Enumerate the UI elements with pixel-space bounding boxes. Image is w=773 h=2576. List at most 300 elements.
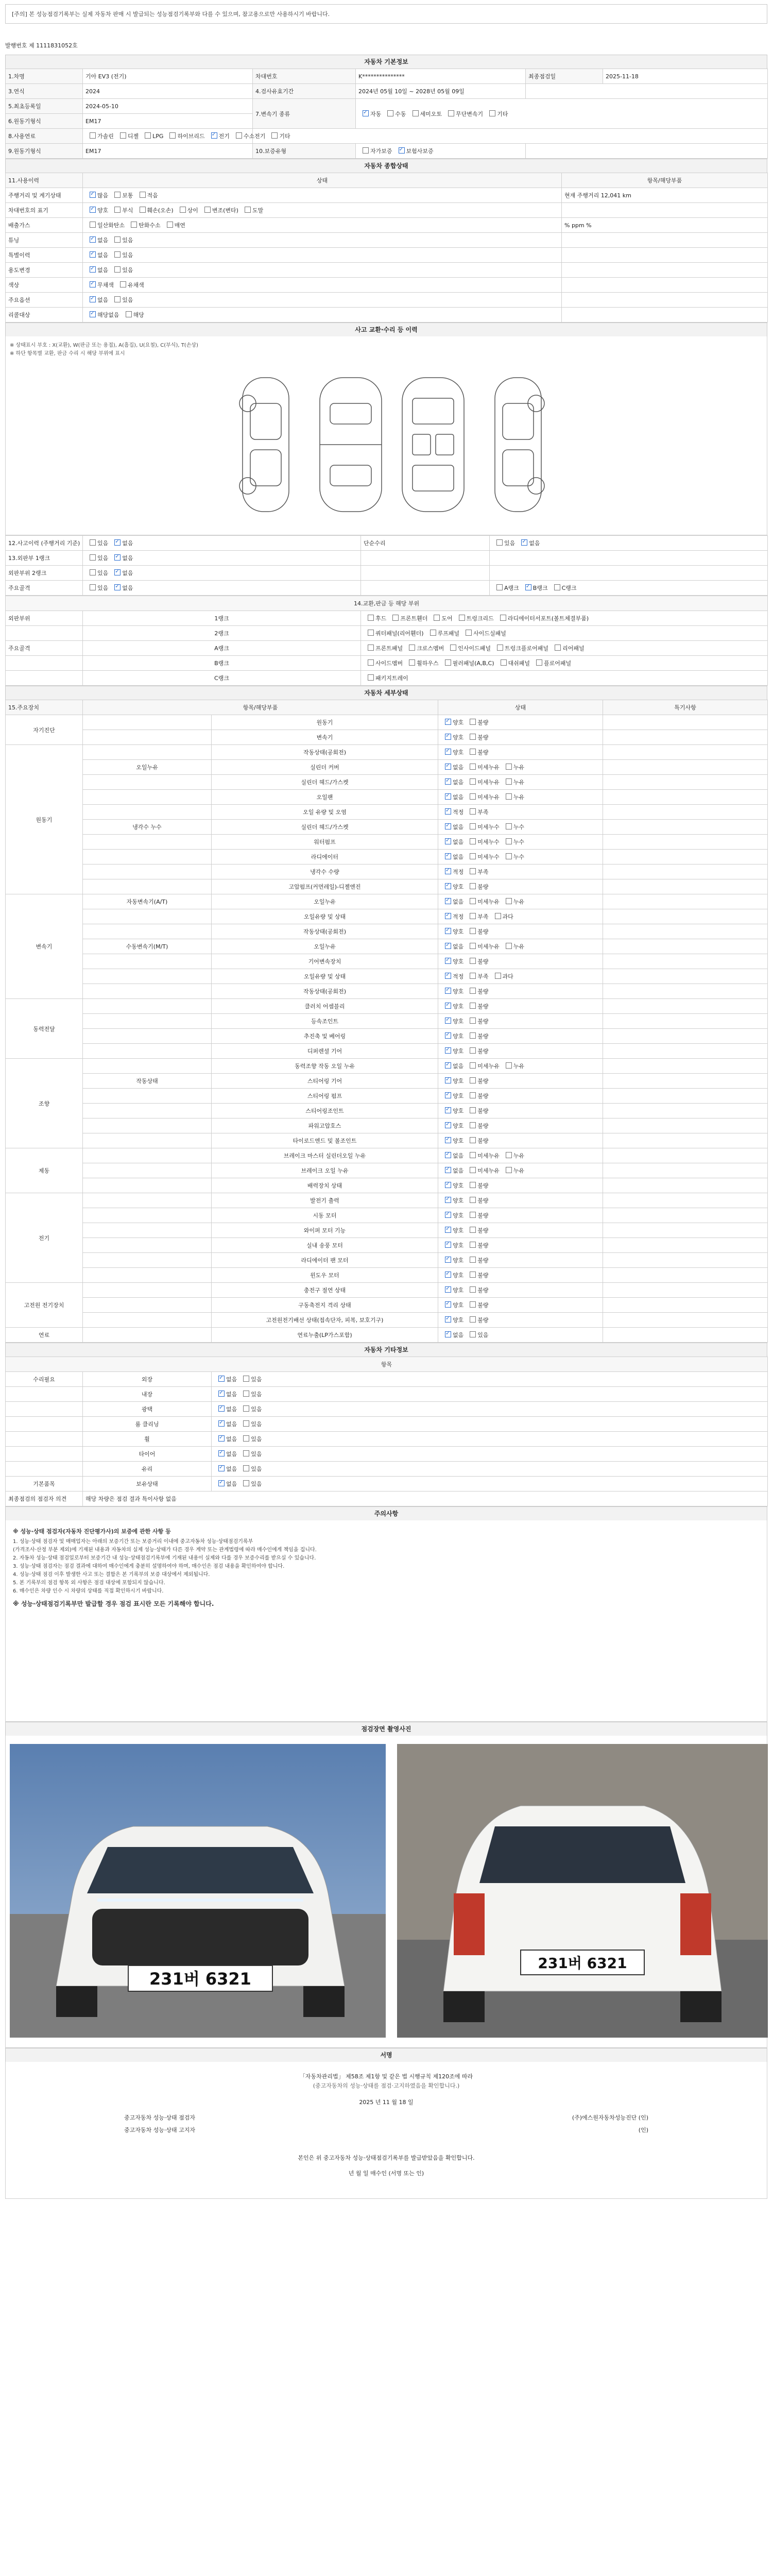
checkbox-icon[interactable] bbox=[114, 296, 121, 302]
general-label: 배출가스 bbox=[6, 218, 83, 233]
checkbox-icon[interactable] bbox=[470, 913, 476, 919]
checkbox-icon[interactable] bbox=[90, 311, 96, 317]
etc-option bbox=[239, 1420, 262, 1428]
checkbox-icon[interactable] bbox=[445, 898, 451, 904]
checkbox-icon[interactable] bbox=[90, 296, 96, 302]
detail-remark bbox=[603, 1208, 768, 1223]
accident2-option bbox=[550, 584, 577, 592]
checkbox-icon[interactable] bbox=[470, 1286, 476, 1293]
checkbox-icon[interactable] bbox=[466, 630, 472, 636]
checkbox-icon[interactable] bbox=[140, 207, 146, 213]
checkbox-icon[interactable] bbox=[445, 659, 451, 666]
checkbox-icon[interactable] bbox=[131, 222, 137, 228]
general-option-label: 해당없음 bbox=[97, 312, 119, 318]
checkbox-icon[interactable] bbox=[506, 823, 512, 829]
checkbox-icon[interactable] bbox=[120, 132, 126, 139]
etc-head: 항목 bbox=[6, 1357, 768, 1372]
checkbox-icon[interactable] bbox=[409, 645, 415, 651]
checkbox-icon[interactable] bbox=[470, 1301, 476, 1308]
detail-option-label: 양호 bbox=[453, 1257, 464, 1264]
detail-row bbox=[6, 1313, 768, 1328]
checkbox-icon[interactable] bbox=[495, 913, 501, 919]
checkbox-icon[interactable] bbox=[114, 266, 121, 273]
fuel-option-label: 디젤 bbox=[127, 133, 139, 140]
detail-option bbox=[502, 942, 524, 951]
checkbox-icon[interactable] bbox=[459, 615, 465, 621]
detail-option bbox=[466, 1256, 488, 1264]
detail-state bbox=[438, 1089, 603, 1104]
etc-option-label: 없음 bbox=[226, 1421, 237, 1428]
general-option bbox=[110, 206, 133, 214]
etc-option-label: 없음 bbox=[226, 1406, 237, 1413]
accident-state-2 bbox=[490, 566, 768, 581]
checkbox-icon[interactable] bbox=[448, 110, 454, 116]
checkbox-icon[interactable] bbox=[445, 1167, 451, 1173]
checkbox-icon[interactable] bbox=[114, 539, 121, 546]
checkbox-icon[interactable] bbox=[430, 630, 436, 636]
detail-item: 오일 유량 및 오염 bbox=[212, 805, 438, 820]
checkbox-icon[interactable] bbox=[271, 132, 278, 139]
checkbox-icon[interactable] bbox=[126, 311, 132, 317]
checkbox-icon[interactable] bbox=[445, 808, 451, 815]
checkbox-icon[interactable] bbox=[90, 569, 96, 575]
etc-option bbox=[214, 1435, 237, 1443]
general-option bbox=[122, 311, 144, 319]
detail-option-label: 미세누유 bbox=[477, 1167, 500, 1174]
etc-row bbox=[6, 1387, 768, 1402]
detail-row bbox=[6, 984, 768, 999]
checkbox-icon[interactable] bbox=[218, 1391, 225, 1397]
checkbox-icon[interactable] bbox=[506, 1152, 512, 1158]
checkbox-icon[interactable] bbox=[243, 1465, 249, 1471]
checkbox-icon[interactable] bbox=[470, 958, 476, 964]
checkbox-icon[interactable] bbox=[470, 1331, 476, 1337]
basic-value-2: K*************** bbox=[356, 69, 526, 84]
checkbox-icon[interactable] bbox=[496, 584, 503, 590]
checkbox-icon[interactable] bbox=[506, 793, 512, 800]
etc-state bbox=[212, 1387, 768, 1402]
general-option bbox=[85, 311, 119, 319]
general-state bbox=[83, 203, 562, 218]
general-option bbox=[200, 206, 238, 214]
detail-state bbox=[438, 1268, 603, 1283]
checkbox-icon[interactable] bbox=[90, 207, 96, 213]
checkbox-icon[interactable] bbox=[180, 207, 186, 213]
general-option-label: 있음 bbox=[122, 237, 133, 244]
checkbox-icon[interactable] bbox=[470, 823, 476, 829]
parts-rank: A랭크 bbox=[83, 641, 361, 656]
checkbox-icon[interactable] bbox=[470, 988, 476, 994]
checkbox-icon[interactable] bbox=[90, 539, 96, 546]
checkbox-icon[interactable] bbox=[445, 764, 451, 770]
parts-items bbox=[361, 626, 768, 641]
detail-option bbox=[441, 733, 463, 741]
checkbox-icon[interactable] bbox=[554, 584, 560, 590]
checkbox-icon[interactable] bbox=[445, 988, 451, 994]
detail-sub bbox=[83, 805, 212, 820]
etc-group bbox=[6, 1462, 83, 1477]
part-option bbox=[446, 644, 491, 652]
checkbox-icon[interactable] bbox=[243, 1435, 249, 1442]
checkbox-icon[interactable] bbox=[470, 764, 476, 770]
basic-value: 2024-05-10 bbox=[83, 99, 253, 114]
checkbox-icon[interactable] bbox=[445, 1137, 451, 1143]
checkbox-icon[interactable] bbox=[114, 192, 121, 198]
checkbox-icon[interactable] bbox=[470, 1077, 476, 1083]
checkbox-icon[interactable] bbox=[114, 236, 121, 243]
general-option-label: 매연 bbox=[174, 222, 185, 229]
detail-row bbox=[6, 1014, 768, 1029]
checkbox-icon[interactable] bbox=[470, 1032, 476, 1039]
checkbox-icon[interactable] bbox=[489, 110, 495, 116]
detail-item: 오일유량 및 상태 bbox=[212, 909, 438, 924]
checkbox-icon[interactable] bbox=[470, 1316, 476, 1323]
checkbox-icon[interactable] bbox=[445, 943, 451, 949]
checkbox-icon[interactable] bbox=[445, 913, 451, 919]
checkbox-icon[interactable] bbox=[434, 615, 440, 621]
fuel-option bbox=[165, 132, 204, 140]
detail-option-label: 불량 bbox=[477, 1257, 489, 1264]
checkbox-icon[interactable] bbox=[470, 1107, 476, 1113]
detail-group: 고전원 전기장치 bbox=[6, 1283, 83, 1328]
checkbox-icon[interactable] bbox=[243, 1450, 249, 1456]
section-title-detail: 자동차 세부상태 bbox=[5, 686, 767, 700]
detail-sub bbox=[83, 1283, 212, 1298]
checkbox-icon[interactable] bbox=[470, 719, 476, 725]
detail-option-label: 부족 bbox=[477, 913, 489, 920]
checkbox-icon[interactable] bbox=[218, 1376, 225, 1382]
checkbox-icon[interactable] bbox=[521, 539, 527, 546]
checkbox-icon[interactable] bbox=[445, 823, 451, 829]
detail-item: 변속기 bbox=[212, 730, 438, 745]
checkbox-icon[interactable] bbox=[470, 1272, 476, 1278]
checkbox-icon[interactable] bbox=[445, 1272, 451, 1278]
etc-option-label: 있음 bbox=[251, 1466, 262, 1472]
checkbox-icon[interactable] bbox=[445, 1227, 451, 1233]
checkbox-icon[interactable] bbox=[470, 898, 476, 904]
checkbox-icon[interactable] bbox=[387, 110, 393, 116]
detail-state bbox=[438, 1104, 603, 1118]
checkbox-icon[interactable] bbox=[114, 584, 121, 590]
checkbox-icon[interactable] bbox=[470, 793, 476, 800]
checkbox-icon[interactable] bbox=[445, 1107, 451, 1113]
detail-state bbox=[438, 1133, 603, 1148]
checkbox-icon[interactable] bbox=[445, 973, 451, 979]
detail-option-label: 없음 bbox=[453, 1332, 464, 1338]
checkbox-icon[interactable] bbox=[236, 132, 242, 139]
checkbox-icon[interactable] bbox=[445, 868, 451, 874]
checkbox-icon[interactable] bbox=[114, 554, 121, 561]
checkbox-icon[interactable] bbox=[114, 569, 121, 575]
checkbox-icon[interactable] bbox=[506, 838, 512, 844]
checkbox-icon[interactable] bbox=[506, 943, 512, 949]
checkbox-icon[interactable] bbox=[90, 554, 96, 561]
warranty-option bbox=[394, 147, 434, 155]
checkbox-icon[interactable] bbox=[90, 281, 96, 287]
detail-row bbox=[6, 1029, 768, 1044]
checkbox-icon[interactable] bbox=[496, 539, 503, 546]
detail-sub: 냉각수 누수 bbox=[83, 820, 212, 835]
checkbox-icon[interactable] bbox=[445, 1301, 451, 1308]
checkbox-icon[interactable] bbox=[470, 943, 476, 949]
checkbox-icon[interactable] bbox=[243, 1391, 249, 1397]
checkbox-icon[interactable] bbox=[470, 1152, 476, 1158]
etc-item: 광택 bbox=[83, 1402, 212, 1417]
sign-line-1: 「자동차관리법」 제58조 제1항 및 같은 법 시행규칙 제120조에 따라 bbox=[299, 2073, 473, 2080]
detail-head-0: 15.주요장치 bbox=[6, 700, 83, 715]
checkbox-icon[interactable] bbox=[495, 973, 501, 979]
checkbox-icon[interactable] bbox=[470, 1137, 476, 1143]
checkbox-icon[interactable] bbox=[368, 615, 374, 621]
detail-remark bbox=[603, 745, 768, 760]
detail-sub: 작동상태 bbox=[83, 1074, 212, 1089]
transmission-option bbox=[383, 110, 406, 118]
checkbox-icon[interactable] bbox=[470, 1003, 476, 1009]
detail-option bbox=[441, 1107, 463, 1115]
checkbox-icon[interactable] bbox=[218, 1420, 225, 1427]
checkbox-icon[interactable] bbox=[363, 110, 369, 116]
checkbox-icon[interactable] bbox=[470, 1167, 476, 1173]
detail-row bbox=[6, 730, 768, 745]
checkbox-icon[interactable] bbox=[368, 645, 374, 651]
detail-state bbox=[438, 1074, 603, 1089]
checkbox-icon[interactable] bbox=[90, 584, 96, 590]
checkbox-icon[interactable] bbox=[525, 584, 531, 590]
detail-option bbox=[441, 748, 463, 756]
part-option bbox=[405, 659, 439, 667]
checkbox-icon[interactable] bbox=[445, 749, 451, 755]
checkbox-icon[interactable] bbox=[445, 793, 451, 800]
checkbox-icon[interactable] bbox=[445, 1152, 451, 1158]
checkbox-icon[interactable] bbox=[368, 630, 374, 636]
general-option bbox=[163, 221, 185, 229]
part-option-label: 휠하우스 bbox=[417, 660, 439, 667]
checkbox-icon[interactable] bbox=[501, 659, 507, 666]
checkbox-icon[interactable] bbox=[470, 1092, 476, 1098]
checkbox-icon[interactable] bbox=[243, 1405, 249, 1412]
checkbox-icon[interactable] bbox=[470, 1018, 476, 1024]
etc-item: 내장 bbox=[83, 1387, 212, 1402]
checkbox-icon[interactable] bbox=[470, 853, 476, 859]
checkbox-icon[interactable] bbox=[243, 1480, 249, 1486]
detail-option bbox=[466, 838, 500, 846]
checkbox-icon[interactable] bbox=[445, 1062, 451, 1069]
checkbox-icon[interactable] bbox=[506, 778, 512, 785]
checkbox-icon[interactable] bbox=[211, 132, 217, 139]
etc-state bbox=[212, 1372, 768, 1387]
checkbox-icon[interactable] bbox=[90, 132, 96, 139]
fuel-option bbox=[141, 132, 163, 140]
checkbox-icon[interactable] bbox=[506, 1062, 512, 1069]
checkbox-icon[interactable] bbox=[445, 1257, 451, 1263]
checkbox-icon[interactable] bbox=[218, 1465, 225, 1471]
checkbox-icon[interactable] bbox=[445, 719, 451, 725]
general-label: 차대번호의 표기 bbox=[6, 203, 83, 218]
checkbox-icon[interactable] bbox=[169, 132, 176, 139]
checkbox-icon[interactable] bbox=[90, 236, 96, 243]
attention-line: 2. 자동차 성능·상태 점검일로부터 보증기간 내 성능·상태점검기록부에 기재된 내용이 실제와 다를 경우 보증수리를 받으실 수 있습니다. bbox=[13, 1555, 316, 1561]
part-option bbox=[496, 659, 530, 667]
checkbox-icon[interactable] bbox=[470, 1242, 476, 1248]
checkbox-icon[interactable] bbox=[470, 1047, 476, 1054]
checkbox-icon[interactable] bbox=[500, 615, 506, 621]
checkbox-icon[interactable] bbox=[114, 207, 121, 213]
checkbox-icon[interactable] bbox=[470, 1227, 476, 1233]
detail-option-label: 누수 bbox=[513, 839, 525, 845]
checkbox-icon[interactable] bbox=[470, 749, 476, 755]
checkbox-icon[interactable] bbox=[497, 645, 503, 651]
detail-state bbox=[438, 790, 603, 805]
checkbox-icon[interactable] bbox=[363, 147, 369, 154]
checkbox-icon[interactable] bbox=[243, 1420, 249, 1427]
checkbox-icon[interactable] bbox=[445, 1242, 451, 1248]
checkbox-icon[interactable] bbox=[120, 281, 126, 287]
checkbox-icon[interactable] bbox=[470, 868, 476, 874]
detail-option bbox=[466, 1211, 488, 1219]
checkbox-icon[interactable] bbox=[368, 674, 374, 681]
checkbox-icon[interactable] bbox=[145, 132, 151, 139]
checkbox-icon[interactable] bbox=[445, 928, 451, 934]
checkbox-icon[interactable] bbox=[392, 615, 399, 621]
detail-state bbox=[438, 1148, 603, 1163]
basic-value: EM17 bbox=[83, 114, 253, 129]
checkbox-icon[interactable] bbox=[506, 853, 512, 859]
detail-option bbox=[441, 1166, 463, 1175]
checkbox-icon[interactable] bbox=[445, 883, 451, 889]
checkbox-icon[interactable] bbox=[445, 1003, 451, 1009]
checkbox-icon[interactable] bbox=[445, 838, 451, 844]
checkbox-icon[interactable] bbox=[445, 1077, 451, 1083]
detail-option bbox=[441, 1017, 463, 1025]
checkbox-icon[interactable] bbox=[218, 1450, 225, 1456]
checkbox-icon[interactable] bbox=[413, 110, 419, 116]
checkbox-icon[interactable] bbox=[470, 928, 476, 934]
checkbox-icon[interactable] bbox=[470, 973, 476, 979]
detail-remark bbox=[603, 1268, 768, 1283]
checkbox-icon[interactable] bbox=[445, 1197, 451, 1203]
transmission-option bbox=[485, 110, 508, 118]
etc-option bbox=[239, 1435, 262, 1443]
checkbox-icon[interactable] bbox=[445, 1032, 451, 1039]
checkbox-icon[interactable] bbox=[90, 192, 96, 198]
fuel-option bbox=[116, 132, 139, 140]
checkbox-icon[interactable] bbox=[536, 659, 542, 666]
checkbox-icon[interactable] bbox=[470, 883, 476, 889]
checkbox-icon[interactable] bbox=[445, 1182, 451, 1188]
checkbox-icon[interactable] bbox=[167, 222, 173, 228]
parts-group: 외판부위 bbox=[6, 611, 83, 626]
general-option bbox=[85, 296, 108, 304]
checkbox-icon[interactable] bbox=[445, 1122, 451, 1128]
general-option bbox=[85, 191, 108, 199]
checkbox-icon[interactable] bbox=[90, 266, 96, 273]
checkbox-icon[interactable] bbox=[445, 1286, 451, 1293]
checkbox-icon[interactable] bbox=[204, 207, 211, 213]
checkbox-icon[interactable] bbox=[445, 778, 451, 785]
detail-option bbox=[466, 853, 500, 861]
section-title-sign: 서명 bbox=[5, 2048, 767, 2062]
detail-state bbox=[438, 1223, 603, 1238]
detail-option-label: 불량 bbox=[477, 1242, 489, 1249]
checkbox-icon[interactable] bbox=[140, 192, 146, 198]
detail-item: 브레이크 마스터 실린더오일 누유 bbox=[212, 1148, 438, 1163]
checkbox-icon[interactable] bbox=[243, 1376, 249, 1382]
checkbox-icon[interactable] bbox=[218, 1405, 225, 1412]
checkbox-icon[interactable] bbox=[506, 1167, 512, 1173]
checkbox-icon[interactable] bbox=[470, 808, 476, 815]
checkbox-icon[interactable] bbox=[555, 645, 561, 651]
checkbox-icon[interactable] bbox=[368, 659, 374, 666]
checkbox-icon[interactable] bbox=[470, 778, 476, 785]
checkbox-icon[interactable] bbox=[470, 1197, 476, 1203]
checkbox-icon[interactable] bbox=[445, 1047, 451, 1054]
checkbox-icon[interactable] bbox=[409, 659, 415, 666]
checkbox-icon[interactable] bbox=[218, 1435, 225, 1442]
detail-option-label: 누유 bbox=[513, 943, 525, 950]
checkbox-icon[interactable] bbox=[445, 1018, 451, 1024]
checkbox-icon[interactable] bbox=[218, 1480, 225, 1486]
checkbox-icon[interactable] bbox=[445, 1092, 451, 1098]
accident2-option-label: 없음 bbox=[529, 540, 540, 547]
detail-sub bbox=[83, 969, 212, 984]
checkbox-icon[interactable] bbox=[470, 1212, 476, 1218]
detail-state bbox=[438, 730, 603, 745]
checkbox-icon[interactable] bbox=[470, 1062, 476, 1069]
detail-option-label: 누수 bbox=[513, 854, 525, 860]
checkbox-icon[interactable] bbox=[445, 1316, 451, 1323]
detail-item: 고전원전기배선 상태(접속단자, 피복, 보호기구) bbox=[212, 1313, 438, 1328]
fuel-option bbox=[207, 132, 230, 140]
detail-row bbox=[6, 790, 768, 805]
checkbox-icon[interactable] bbox=[445, 853, 451, 859]
general-note bbox=[562, 278, 768, 293]
checkbox-icon[interactable] bbox=[470, 1122, 476, 1128]
part-option bbox=[455, 614, 494, 622]
checkbox-icon[interactable] bbox=[506, 898, 512, 904]
detail-state bbox=[438, 1163, 603, 1178]
checkbox-icon[interactable] bbox=[90, 222, 96, 228]
checkbox-icon[interactable] bbox=[470, 838, 476, 844]
checkbox-icon[interactable] bbox=[445, 1212, 451, 1218]
detail-option bbox=[441, 838, 463, 846]
checkbox-icon[interactable] bbox=[399, 147, 405, 154]
checkbox-icon[interactable] bbox=[470, 734, 476, 740]
detail-option-label: 불량 bbox=[477, 1108, 489, 1114]
checkbox-icon[interactable] bbox=[245, 207, 251, 213]
detail-option bbox=[441, 1331, 463, 1339]
accident-label-2 bbox=[361, 566, 490, 581]
parts-rank: 2랭크 bbox=[83, 626, 361, 641]
checkbox-icon[interactable] bbox=[114, 251, 121, 258]
detail-option-label: 미세누수 bbox=[477, 839, 500, 845]
detail-option-label: 미세누유 bbox=[477, 764, 500, 771]
checkbox-icon[interactable] bbox=[450, 645, 456, 651]
checkbox-icon[interactable] bbox=[470, 1182, 476, 1188]
checkbox-icon[interactable] bbox=[445, 958, 451, 964]
checkbox-icon[interactable] bbox=[445, 734, 451, 740]
general-option bbox=[85, 266, 108, 274]
checkbox-icon[interactable] bbox=[506, 764, 512, 770]
etc-row bbox=[6, 1447, 768, 1462]
etc-group bbox=[6, 1432, 83, 1447]
detail-option bbox=[466, 868, 488, 876]
checkbox-icon[interactable] bbox=[445, 1331, 451, 1337]
general-label: 튜닝 bbox=[6, 233, 83, 248]
detail-option bbox=[502, 778, 524, 786]
checkbox-icon[interactable] bbox=[90, 251, 96, 258]
checkbox-icon[interactable] bbox=[470, 1257, 476, 1263]
general-note: 현재 주행거리 12,041 km bbox=[562, 188, 768, 203]
